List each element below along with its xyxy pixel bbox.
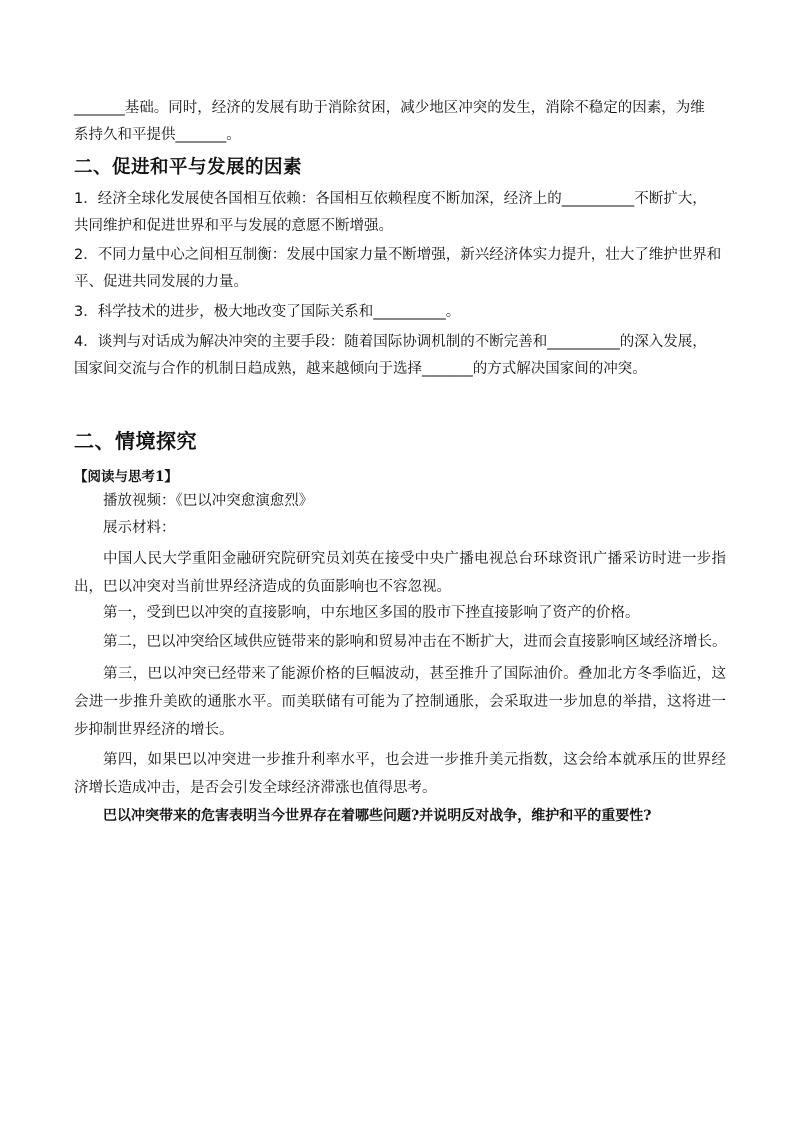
material-paragraph-2: 第一，受到巴以冲突的直接影响，中东地区多国的股市下挫直接影响了资产的价格。 bbox=[103, 605, 640, 621]
factor-3-line-1: 3．科学技术的进步，极大地改变了国际关系和__________。 bbox=[74, 304, 461, 320]
material-paragraph-3: 第二，巴以冲突给区域供应链带来的影响和贸易冲击在不断扩大，进而会直接影响区域经济增长。 bbox=[103, 634, 727, 650]
section-heading-factors: 二、促进和平与发展的因素 bbox=[74, 157, 303, 178]
material-paragraph-5: 第四，如果巴以冲突进一步推升利率水平，也会进一步推升美元指数，这会给本就承压的世界经济增长造成冲击，是否会引发全球经济滞涨也值得思考。 bbox=[74, 752, 726, 796]
section-heading-inquiry: 二、情境探究 bbox=[74, 429, 197, 453]
factor-4-line-1: 4．谈判与对话成为解决冲突的主要手段：随着国际协调机制的不断完善和__________的深入发展， bbox=[74, 334, 707, 350]
material-paragraph-4: 第三，巴以冲突已经带来了能源价格的巨幅波动，甚至推升了国际油价。叠加北方冬季临近，这会进一步推升美欧的通胀水平。而美联储有可能为了控制通胀，会采取进一步加息的举措，这将进一步抑制世界经济的增长。 bbox=[74, 666, 726, 738]
discussion-question: 巴以冲突带来的危害表明当今世界存在着哪些问题?并说明反对战争，维护和平的重要性? bbox=[103, 808, 652, 824]
factor-2-line-1: 2．不同力量中心之间相互制衡：发展中国家力量不断增强，新兴经济体实力提升，壮大了维护世界和 bbox=[74, 247, 722, 263]
material-label: 展示材料： bbox=[103, 520, 176, 536]
factor-1-line-2: 共同维护和促进世界和平与发展的意愿不断增强。 bbox=[74, 218, 393, 234]
reading-subheading: 【阅读与思考1】 bbox=[74, 469, 178, 485]
intro-line-1: _______基础。同时，经济的发展有助于消除贫困，减少地区冲突的发生，消除不稳定的因素，为维 bbox=[74, 100, 705, 116]
factor-4-line-2: 国家间交流与合作的机制日趋成熟，越来越倾向于选择_______的方式解决国家间的冲突。 bbox=[74, 361, 647, 377]
material-paragraph-1: 中国人民大学重阳金融研究院研究员刘英在接受中央广播电视总台环球资讯广播采访时进一步指出，巴以冲突对当前世界经济造成的负面影响也不容忽视。 bbox=[74, 551, 726, 595]
intro-line-2: 系持久和平提供_______。 bbox=[74, 127, 241, 143]
video-line: 播放视频：《巴以冲突愈演愈烈》 bbox=[103, 493, 314, 509]
factor-1-line-1: 1．经济全球化发展使各国相互依赖：各国相互依赖程度不断加深，经济上的__________不断扩大， bbox=[74, 191, 707, 207]
factor-2-line-2: 平、促进共同发展的力量。 bbox=[74, 274, 248, 290]
